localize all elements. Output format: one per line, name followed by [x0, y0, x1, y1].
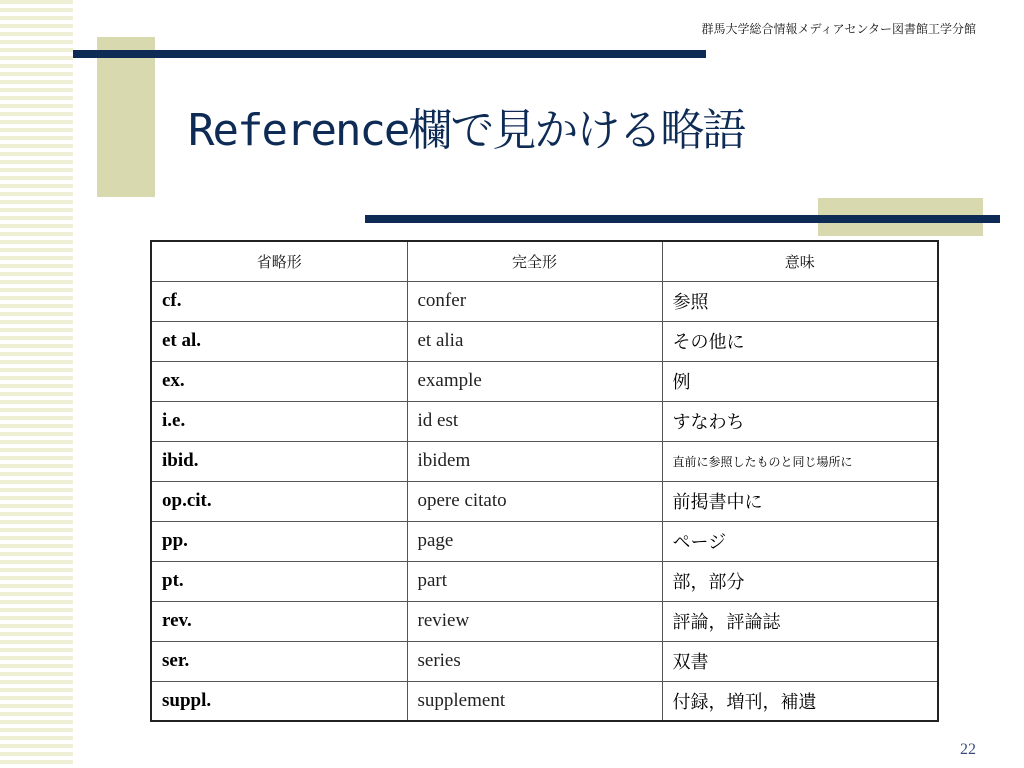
full-form-cell: page: [407, 521, 662, 561]
abbreviation-cell: suppl.: [151, 681, 407, 721]
decorative-rule-middle: [365, 215, 1000, 223]
meaning-cell: 例: [662, 361, 938, 401]
abbreviation-cell: op.cit.: [151, 481, 407, 521]
decorative-rule-top: [73, 50, 706, 58]
table-row: [151, 321, 938, 361]
abbreviation-table: [150, 240, 939, 722]
abbreviation-cell: ex.: [151, 361, 407, 401]
header-abbreviation: 省略形: [151, 241, 407, 281]
full-form-cell: part: [407, 561, 662, 601]
abbreviation-cell: cf.: [151, 281, 407, 321]
table-header-row: [151, 241, 938, 281]
meaning-cell: 双書: [662, 641, 938, 681]
header-meaning: 意味: [662, 241, 938, 281]
table-row: [151, 681, 938, 721]
decorative-block-top: [97, 37, 155, 197]
slide-title: Reference欄で見かける略語: [188, 105, 745, 156]
header-full-form: 完全形: [407, 241, 662, 281]
abbreviation-cell: ibid.: [151, 441, 407, 481]
meaning-cell: 直前に参照したものと同じ場所に: [662, 441, 938, 481]
full-form-cell: example: [407, 361, 662, 401]
meaning-cell: すなわち: [662, 401, 938, 441]
full-form-cell: series: [407, 641, 662, 681]
abbreviation-cell: pp.: [151, 521, 407, 561]
table-row: [151, 481, 938, 521]
full-form-cell: review: [407, 601, 662, 641]
meaning-cell: その他に: [662, 321, 938, 361]
table-row: [151, 521, 938, 561]
table-row: [151, 641, 938, 681]
meaning-cell: 前掲書中に: [662, 481, 938, 521]
full-form-cell: id est: [407, 401, 662, 441]
full-form-cell: opere citato: [407, 481, 662, 521]
meaning-cell: ページ: [662, 521, 938, 561]
full-form-cell: supplement: [407, 681, 662, 721]
table-row: [151, 361, 938, 401]
meaning-cell: 評論，評論誌: [662, 601, 938, 641]
decorative-stripes: [0, 0, 73, 768]
meaning-cell: 部，部分: [662, 561, 938, 601]
table-row: [151, 441, 938, 481]
page-number: 22: [960, 741, 976, 758]
abbreviation-cell: rev.: [151, 601, 407, 641]
table-row: [151, 601, 938, 641]
full-form-cell: et alia: [407, 321, 662, 361]
meaning-cell: 付録，増刊，補遺: [662, 681, 938, 721]
abbreviation-cell: ser.: [151, 641, 407, 681]
meaning-cell: 参照: [662, 281, 938, 321]
full-form-cell: ibidem: [407, 441, 662, 481]
table-row: [151, 401, 938, 441]
abbreviation-cell: pt.: [151, 561, 407, 601]
table-row: [151, 561, 938, 601]
table-row: [151, 281, 938, 321]
full-form-cell: confer: [407, 281, 662, 321]
organization-name: 群馬大学総合情報メディアセンター図書館工学分館: [701, 22, 976, 36]
abbreviation-cell: i.e.: [151, 401, 407, 441]
abbreviation-cell: et al.: [151, 321, 407, 361]
